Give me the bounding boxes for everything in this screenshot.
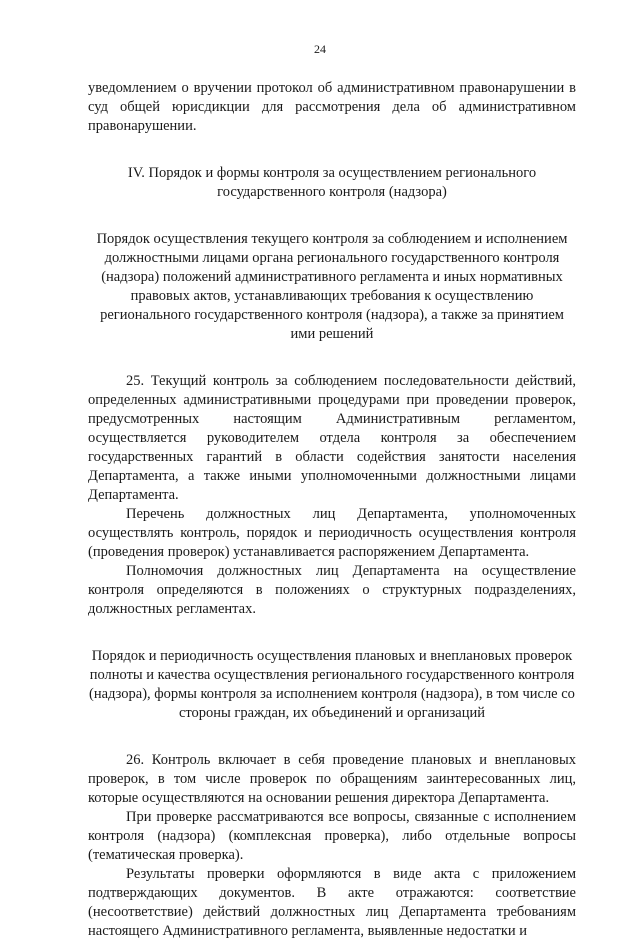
paragraph-inspection-questions: При проверке рассматриваются все вопросы, связанные с исполнением контроля (надзора) (комплексная проверка), либо отдельные вопросы (тематическая проверка).: [88, 809, 576, 863]
paragraph-26: 26. Контроль включает в себя проведение плановых и внеплановых проверок, в том числе проверок по обращениям заинтересованных лиц, которые осуществляются на основании решения директора Департамента.: [88, 752, 576, 806]
paragraph-continuation: уведомлением о вручении протокол об административном правонарушении в суд общей юрисдикции для рассмотрения дела об административном правонарушении.: [88, 80, 576, 134]
paragraph-inspection-results: Результаты проверки оформляются в виде акта с приложением подтверждающих документов. В акте отражаются: соответствие (несоответствие) действий должностных лиц Департамента требованиям настоящего Административного регламента, выявленные недостатки и: [88, 866, 576, 939]
section-title: IV. Порядок и формы контроля за осуществлением регионального государственного контроля (надзора): [127, 165, 537, 200]
document-body: [88, 79, 576, 941]
paragraph-officials-powers: Полномочия должностных лиц Департамента на осуществление контроля определяются в положениях о структурных подразделениях, должностных регламентах.: [88, 563, 576, 617]
page-number: 24: [314, 42, 326, 56]
subsection-heading-inspections: Порядок и периодичность осуществления плановых и внеплановых проверок полноты и качества осуществления регионального государственного контроля (надзора), формы контроля за исполнением контроля (надзора), в том числе со стороны граждан, их объединений и организаций: [89, 648, 575, 721]
paragraph-officials-list: Перечень должностных лиц Департамента, уполномоченных осуществлять контроль, порядок и периодичность осуществления контроля (проведения проверок) устанавливается распоряжением Департамента.: [88, 506, 576, 560]
subsection-heading-current-control: Порядок осуществления текущего контроля за соблюдением и исполнением должностными лицами органа регионального государственного контроля (надзора) положений административного регламента и иных нормативных правовых актов, устанавливающих требования к осуществлению регионального государственного контроля (надзора), а также за принятием ими решений: [96, 231, 568, 342]
paragraph-25: 25. Текущий контроль за соблюдением последовательности действий, определенных административными процедурами при проведении проверок, предусмотренных настоящим Административным регламентом, осуществляется руководителем отдела контроля за обеспечением государственных гарантий в области содействия занятости населения Департамента, а также иными уполномоченными должностными лицами Департамента.: [88, 373, 576, 503]
